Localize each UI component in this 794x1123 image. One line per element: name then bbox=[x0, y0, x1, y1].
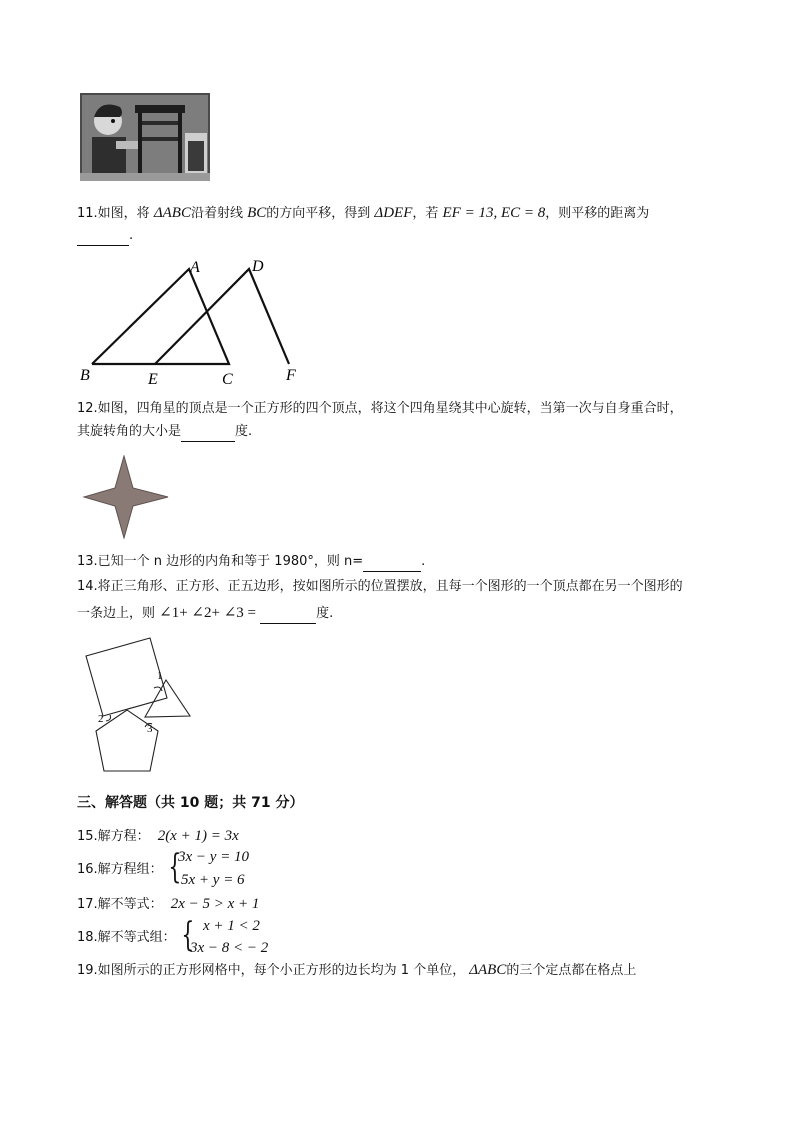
q11-triangle-abc: ΔABC bbox=[153, 205, 191, 221]
q11-figure bbox=[75, 255, 310, 390]
angle-label-1: 1 bbox=[157, 670, 163, 682]
q11-end: . bbox=[129, 228, 134, 243]
q18-brace: { bbox=[181, 915, 195, 955]
q14-line2-prefix: 一条边上，则 bbox=[77, 606, 160, 621]
label-d: D bbox=[252, 258, 264, 275]
photo-illustration bbox=[80, 93, 210, 181]
q19-triangle-abc: ΔABC bbox=[469, 962, 507, 978]
q19-line bbox=[77, 960, 636, 981]
q18-label: 18.解不等式组： bbox=[77, 930, 176, 945]
q18-inequality-2: 3x − 8 < − 2 bbox=[190, 940, 269, 956]
q16-equation-2: 5x + y = 6 bbox=[181, 872, 245, 888]
q16-label: 16.解方程组： bbox=[77, 862, 163, 877]
q11-suffix: ，则平移的距离为 bbox=[545, 206, 650, 221]
q14-line2 bbox=[77, 603, 333, 624]
angle-label-2: 2 bbox=[98, 713, 104, 725]
photo-boy-at-desk bbox=[80, 93, 210, 181]
label-c: C bbox=[222, 371, 233, 388]
q11-mid1: 沿着射线 bbox=[190, 206, 248, 221]
label-b: B bbox=[80, 367, 90, 384]
q17-line bbox=[77, 894, 259, 915]
q11-prefix: 11.如图，将 bbox=[77, 206, 154, 221]
q11-mid2: 的方向平移，得到 bbox=[266, 206, 375, 221]
section3-title: 三、解答题（共 10 题；共 71 分） bbox=[77, 795, 304, 811]
q14-figure bbox=[82, 636, 197, 776]
q15-line bbox=[77, 826, 239, 847]
q14-line1: 14.将正三角形、正方形、正五边形，按如图所示的位置摆放，且每一个图形的一个顶点都在另一个图形的 bbox=[77, 579, 683, 594]
q13-prefix: 13.已知一个 n 边形的内角和等于 1980°，则 n= bbox=[77, 554, 364, 569]
q19-prefix: 19.如图所示的正方形网格中，每个小正方形的边长均为 1 个单位， bbox=[77, 963, 466, 978]
triangle-shape bbox=[145, 680, 190, 717]
q15-equation: 2(x + 1) = 3x bbox=[157, 828, 239, 844]
label-f: F bbox=[286, 367, 296, 384]
q12-answer-blank[interactable] bbox=[181, 427, 235, 442]
q13-line bbox=[77, 552, 425, 572]
q12-line1: 12.如图，四角星的顶点是一个正方形的四个顶点，将这个四角星绕其中心旋转，当第一次与自身重合时， bbox=[77, 401, 683, 416]
q15-label: 15.解方程： bbox=[77, 829, 150, 844]
q17-inequality: 2x − 5 > x + 1 bbox=[170, 896, 260, 912]
q19-suffix: 的三个定点都在格点上 bbox=[506, 963, 637, 978]
q12-star-figure bbox=[82, 455, 170, 539]
q12-line2-suffix: 度. bbox=[235, 424, 253, 439]
q13-suffix: . bbox=[421, 554, 426, 569]
q14-line2-suffix: 度. bbox=[316, 606, 334, 621]
q12-line2 bbox=[77, 422, 252, 442]
q11-line1 bbox=[77, 203, 649, 224]
label-e: E bbox=[148, 371, 158, 388]
q17-label: 17.解不等式： bbox=[77, 897, 163, 912]
triangle-abc bbox=[92, 269, 229, 364]
label-a: A bbox=[190, 259, 200, 276]
angle-label-3: 3 bbox=[147, 723, 153, 735]
q11-line2 bbox=[77, 226, 133, 246]
q11-answer-blank[interactable] bbox=[77, 231, 129, 246]
pentagon-shape bbox=[96, 710, 158, 771]
q11-triangle-def: ΔDEF bbox=[374, 205, 413, 221]
q14-answer-blank[interactable] bbox=[260, 609, 316, 624]
q16-brace: { bbox=[168, 847, 182, 887]
four-pointed-star bbox=[84, 456, 168, 538]
q11-condition: EF = 13, EC = 8 bbox=[442, 205, 546, 221]
square-shape bbox=[86, 638, 167, 716]
q16-equation-1: 3x − y = 10 bbox=[178, 849, 250, 865]
q13-answer-blank[interactable] bbox=[363, 557, 421, 572]
q18-inequality-1: x + 1 < 2 bbox=[203, 918, 260, 934]
q12-line2-prefix: 其旋转角的大小是 bbox=[77, 424, 182, 439]
q11-ray-bc: BC bbox=[247, 205, 267, 221]
q11-mid3: ，若 bbox=[412, 206, 443, 221]
q14-angles: ∠1+ ∠2+ ∠3 = bbox=[159, 605, 256, 621]
